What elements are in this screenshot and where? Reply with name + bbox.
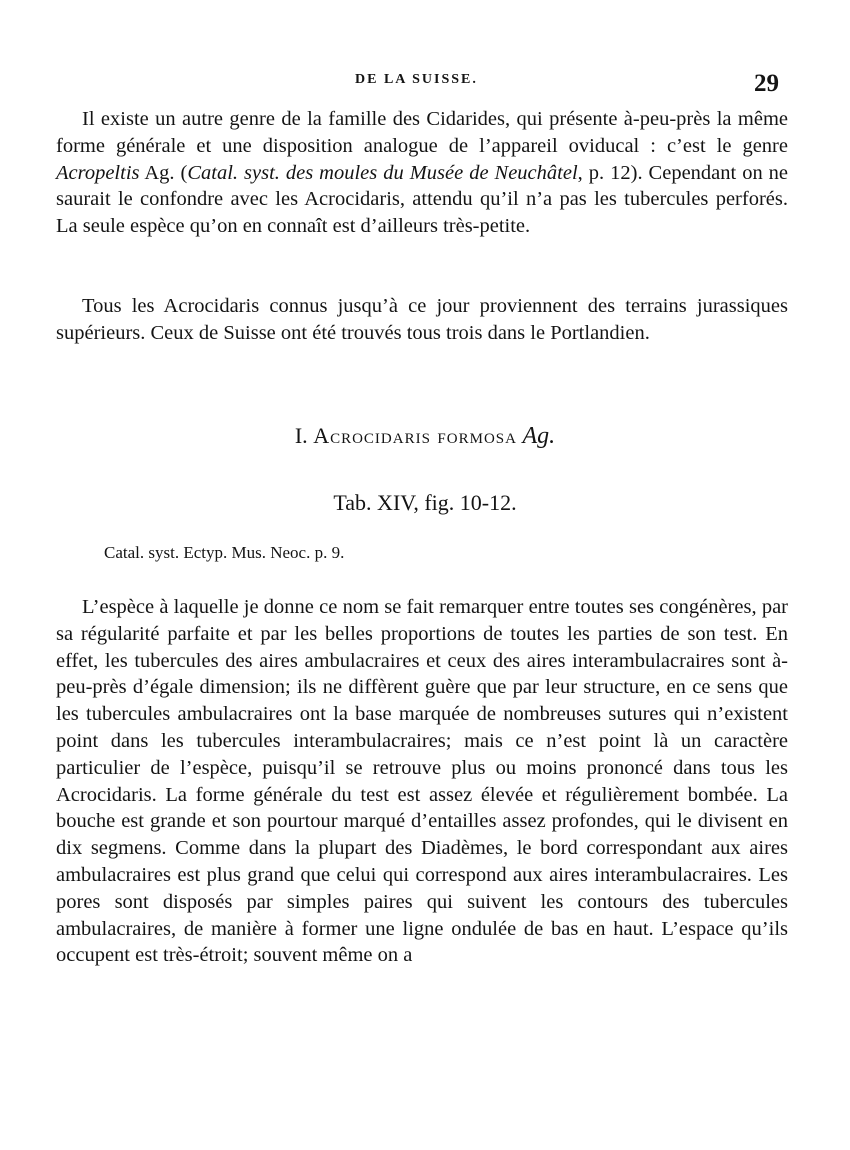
p1-text-c: , p. 12). Cependant on ne saurait le confondre avec les Acrocidaris, attendu qu’il n’a pas les tubercules perforés. La seule espèce qu’on en connaît est d’ailleurs très-petite.	[56, 161, 789, 238]
page-number: 29	[754, 70, 779, 97]
p1-text-a: Il existe un autre genre de la famille des Cidarides, qui présente à-peu-près la même forme générale et une disposition analogue de l’appareil oviducal : c’est le genre	[56, 108, 788, 157]
paragraph-description: L’espèce à laquelle je donne ce nom se fait remarquer entre toutes ses congénères, par sa régularité parfaite et par les belles proportions de toutes les parties de son test. En effet, les tubercules des aires ambulacraires et ceux des aires interambulacraires sont à-peu-près d’égale dimension; ils ne diffèrent guère que par leur structure, en ce sens que les tubercules ambulacraires ont la base marquée de nombreuses sutures qui n’existent point dans les tubercules interambulacraires; mais ce n’est point là un caractère particulier de l’espèce, puisqu’il se retrouve plus ou moins prononcé dans tous les Acrocidaris. La forme générale du test est assez élevée et régulièrement bombée. La bouche est grande et son pourtour marqué d’entailles assez profondes, qui le divisent en dix segmens. Comme dans la plupart des Diadèmes, le bord correspondant aux aires ambulacraires est plus grand que celui qui correspond aux aires interambulacraires. Les pores sont disposés par simples paires qui suivent les contours des tubercules ambulacraires, de manière à former une ligne ondulée de bas en haut. L’espace qu’ils occupent est très-étroit; souvent même on a	[56, 596, 788, 967]
catalogue-reference: Catal. syst. des moules du Musée de Neuchâtel	[187, 161, 578, 184]
p1-text-b: Ag. (	[139, 161, 188, 184]
running-head: DE LA SUISSE.	[355, 72, 478, 87]
paragraph-acropeltis	[56, 106, 788, 240]
species-name: Acrocidaris formosa	[313, 423, 517, 448]
paragraph-distribution: Tous les Acrocidaris connus jusqu’à ce jour proviennent des terrains jurassiques supérieurs. Ceux de Suisse ont été trouvés tous trois dans le Portlandien.	[56, 295, 788, 344]
plate-reference: Tab. XIV, fig. 10-12.	[333, 490, 517, 515]
species-heading	[0, 423, 850, 450]
species-author: Ag.	[522, 423, 556, 449]
genus-name: Acropeltis	[56, 161, 140, 184]
species-number: I.	[294, 423, 308, 448]
synonymy-reference: Catal. syst. Ectyp. Mus. Neoc. p. 9.	[104, 543, 345, 562]
